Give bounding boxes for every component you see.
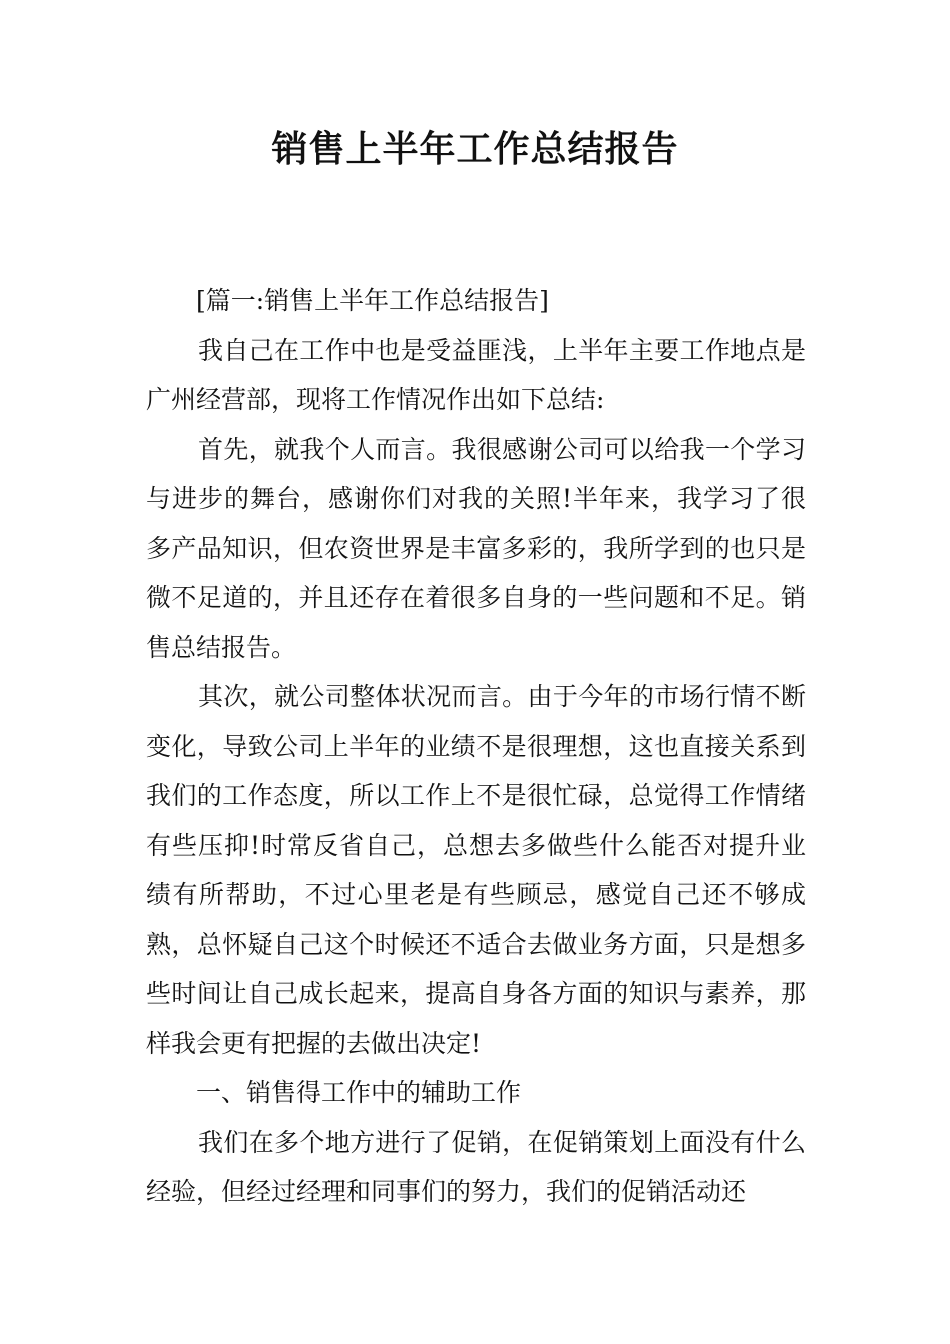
- document-title: 销售上半年工作总结报告: [271, 129, 679, 170]
- paragraph-promotion: 我们在多个地方进行了促销，在促销策划上面没有什么经验，但经过经理和同事们的努力，我们的促销活动还: [146, 1127, 806, 1206]
- document-body: [146, 276, 806, 1217]
- section-label: [篇一:销售上半年工作总结报告]: [196, 286, 549, 315]
- paragraph-intro: 我自己在工作中也是受益匪浅，上半年主要工作地点是广州经营部，现将工作情况作出如下总结:: [146, 335, 806, 414]
- subheading: 一、销售得工作中的辅助工作: [196, 1078, 522, 1107]
- paragraph-company: 其次，就公司整体状况而言。由于今年的市场行情不断变化，导致公司上半年的业绩不是很理想，这也直接关系到我们的工作态度，所以工作上不是很忙碌，总觉得工作情绪有些压抑!时常反省自己，总想去多做些什么能否对提升业绩有所帮助，不过心里老是有些顾忌，感觉自己还不够成熟，总怀疑自己这个时候还不适合去做业务方面，只是想多些时间让自己成长起来，提高自身各方面的知识与素养，那样我会更有把握的去做出决定!: [146, 682, 806, 1058]
- paragraph-personal: 首先，就我个人而言。我很感谢公司可以给我一个学习与进步的舞台，感谢你们对我的关照!半年来，我学习了很多产品知识，但农资世界是丰富多彩的，我所学到的也只是微不足道的，并且还存在着很多自身的一些问题和不足。销售总结报告。: [146, 434, 806, 662]
